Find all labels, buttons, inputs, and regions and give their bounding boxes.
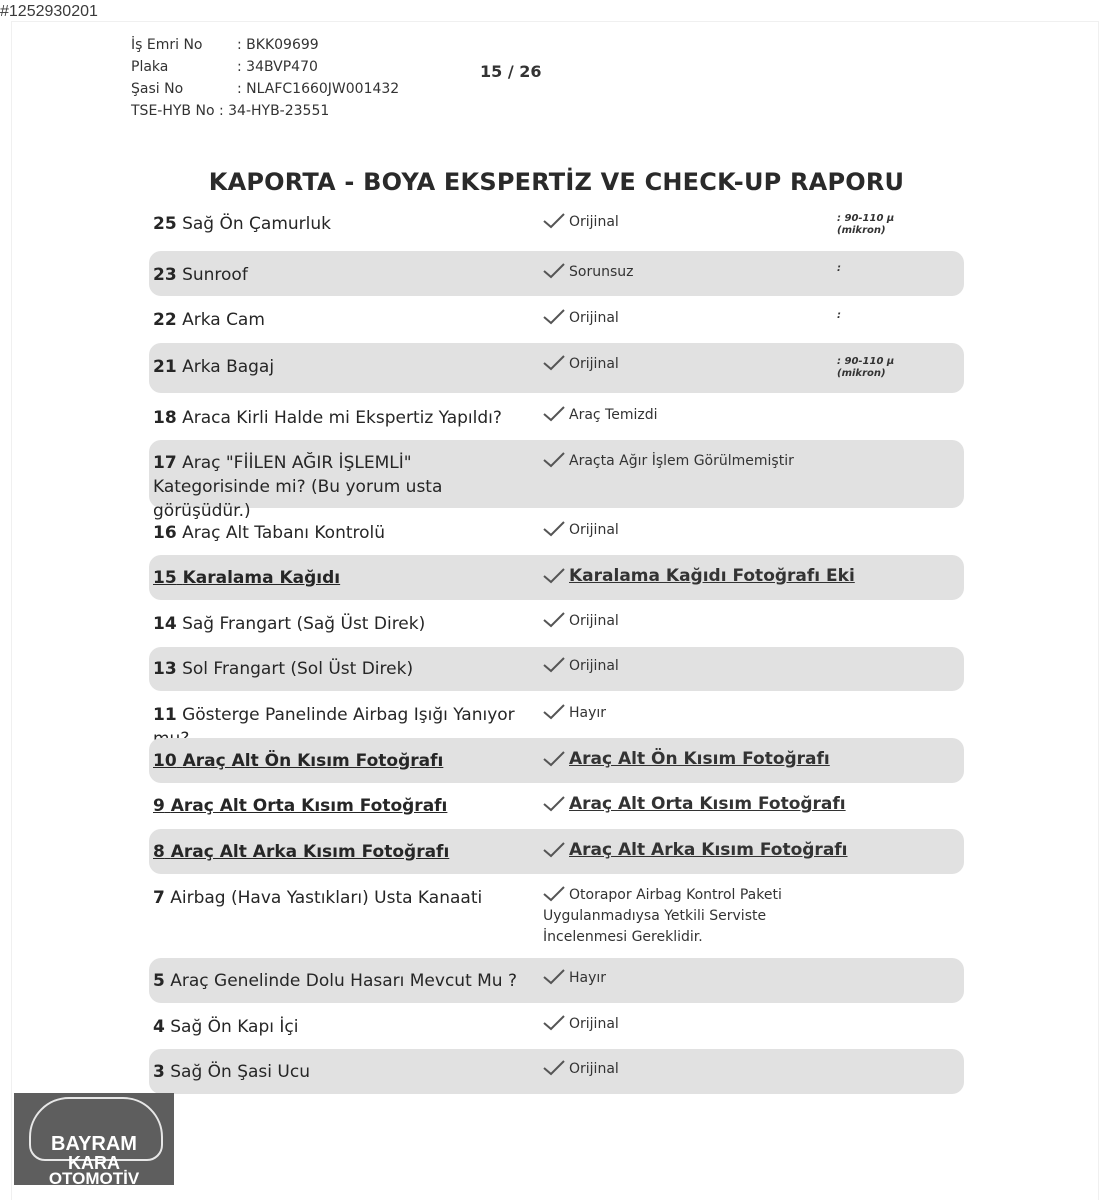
list-item: 17 Araç "FİİLEN AĞIR İŞLEMLİ" Kategorisinde mi? (Bu yorum usta görüşüdür.) Araçta Ağır İşlem Görülmemiştir <box>149 440 964 508</box>
checkmark-icon <box>543 355 565 371</box>
list-item: 7 Airbag (Hava Yastıkları) Usta Kanaati Otorapor Airbag Kontrol Paketi Uygulanmadıysa Yetkili Serviste İncelenmesi Gereklidir. <box>153 887 782 945</box>
list-item: 25 Sağ Ön Çamurluk Orijinal : 90-110 µ (mikron) <box>153 213 895 236</box>
tse-line: TSE-HYB No : 34-HYB-23551 <box>131 103 330 119</box>
chassis-value: : NLAFC1660JW001432 <box>237 81 400 97</box>
middle-underbody-photo-link[interactable]: 9 Araç Alt Orta Kısım Fotoğrafı <box>153 796 448 816</box>
list-item: 13 Sol Frangart (Sol Üst Direk) Orijinal <box>149 647 964 691</box>
checkmark-icon <box>543 704 565 720</box>
chassis-label: Şasi No <box>131 81 184 97</box>
page-number: 15 / 26 <box>480 62 542 81</box>
list-item: 18 Araca Kirli Halde mi Ekspertiz Yapıldı? Araç Temizdi <box>153 407 658 428</box>
list-item: 11 Gösterge Panelinde Airbag Işığı Yanıyor Hayır <box>153 705 607 725</box>
work-order-value: : BKK09699 <box>237 37 319 53</box>
checkmark-icon <box>543 1060 565 1076</box>
checkmark-icon <box>543 796 565 812</box>
front-underbody-photo-value-link[interactable]: Araç Alt Ön Kısım Fotoğrafı <box>543 749 873 770</box>
list-item: 5 Araç Genelinde Dolu Hasarı Mevcut Mu ? Hayır <box>149 958 964 1003</box>
checkmark-icon <box>543 263 565 279</box>
checkmark-icon <box>543 452 565 468</box>
dealer-logo: BAYRAM KARA OTOMOTİV <box>14 1093 174 1185</box>
list-item <box>149 555 964 600</box>
scratch-paper-link[interactable]: 15 Karalama Kağıdı <box>153 568 341 588</box>
list-item: 23 Sunroof Sorunsuz : <box>149 251 964 296</box>
front-underbody-photo-link[interactable]: 10 Araç Alt Ön Kısım Fotoğrafı <box>153 751 444 771</box>
list-item <box>149 786 964 826</box>
list-item: 21 Arka Bagaj Orijinal : 90-110 µ (mikron) <box>149 343 964 393</box>
checkmark-icon <box>543 406 565 422</box>
checkmark-icon <box>543 213 565 229</box>
rear-underbody-photo-value-link[interactable]: Araç Alt Arka Kısım Fotoğrafı <box>543 840 873 861</box>
work-order-label: İş Emri No <box>131 37 203 53</box>
checkmark-icon <box>543 612 565 628</box>
checkmark-icon <box>543 521 565 537</box>
checkmark-icon <box>543 309 565 325</box>
checkmark-icon <box>543 657 565 673</box>
checkmark-icon <box>543 886 565 902</box>
report-title: KAPORTA - BOYA EKSPERTİZ VE CHECK-UP RAPORU <box>208 168 905 196</box>
report-header <box>131 34 399 122</box>
list-item: 4 Sağ Ön Kapı İçi Orijinal <box>153 1016 619 1037</box>
list-item <box>149 829 964 874</box>
list-item <box>149 738 964 783</box>
checkmark-icon <box>543 1015 565 1031</box>
middle-underbody-photo-value-link[interactable]: Araç Alt Orta Kısım Fotoğrafı <box>543 794 873 815</box>
list-item: 16 Araç Alt Tabanı Kontrolü Orijinal <box>153 522 619 543</box>
checkmark-icon <box>543 751 565 767</box>
rear-underbody-photo-link[interactable]: 8 Araç Alt Arka Kısım Fotoğrafı <box>153 842 450 862</box>
list-item: 22 Arka Cam Orijinal : <box>153 310 841 330</box>
checkmark-icon <box>543 969 565 985</box>
checkmark-icon <box>543 568 565 584</box>
list-item: 3 Sağ Ön Şasi Ucu Orijinal <box>149 1049 964 1094</box>
plate-label: Plaka <box>131 59 169 75</box>
list-item: 14 Sağ Frangart (Sağ Üst Direk) Orijinal <box>153 613 619 634</box>
plate-value: : 34BVP470 <box>237 59 318 75</box>
image-id-watermark: #1252930201 <box>0 3 98 20</box>
scratch-paper-photo-link[interactable]: Karalama Kağıdı Fotoğrafı Eki <box>543 566 873 587</box>
checkmark-icon <box>543 842 565 858</box>
